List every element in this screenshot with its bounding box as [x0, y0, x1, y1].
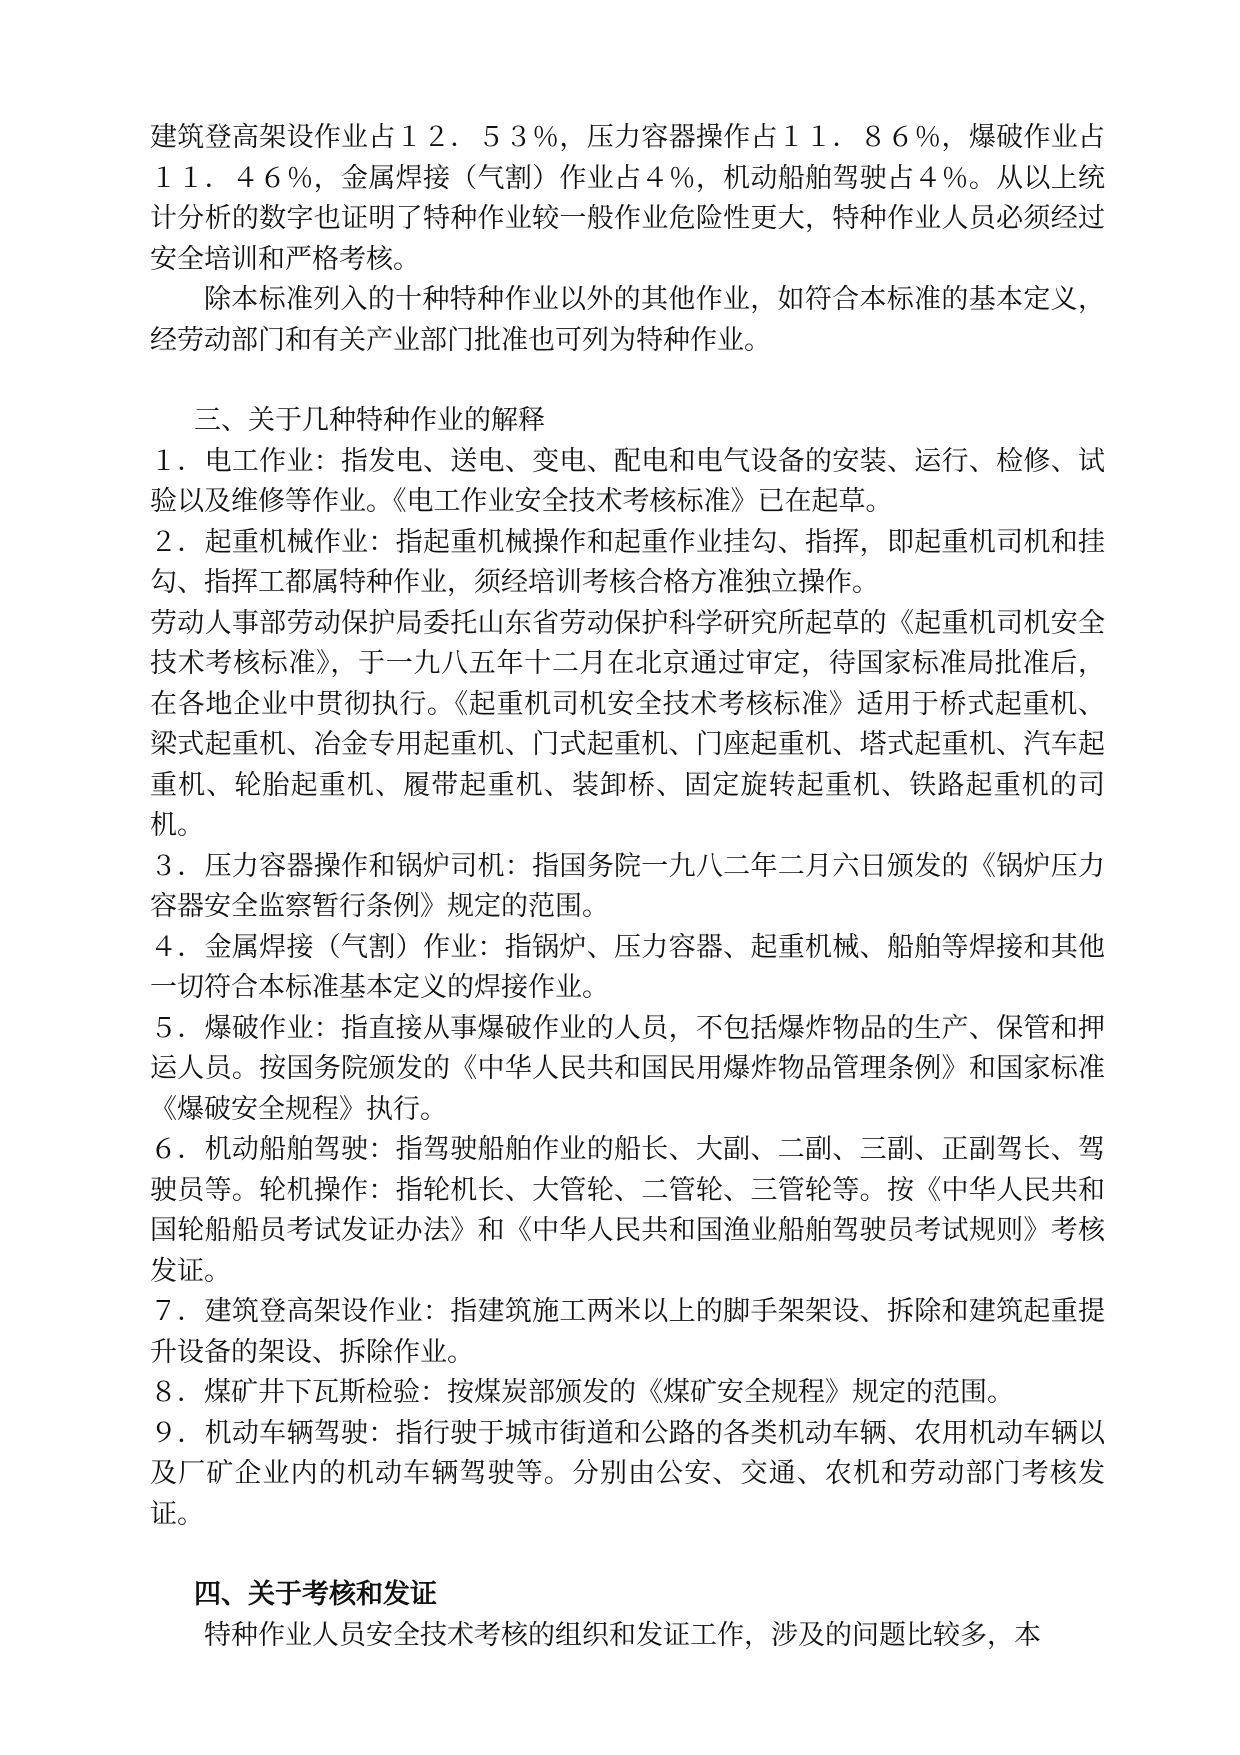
list-item-gas-inspection: ８．煤矿井下瓦斯检验：按煤炭部颁发的《煤矿安全规程》规定的范围。: [150, 1377, 1014, 1408]
list-item-welding: ４．金属焊接（气割）作业：指锅炉、压力容器、起重机械、船舶等焊接和其他一切符合本标准基本定义的焊接作业。: [150, 931, 1105, 1003]
paragraph-other-operations: 除本标准列入的十种特种作业以外的其他作业，如符合本标准的基本定义，经劳动部门和有关产业部门批准也可列为特种作业。: [150, 284, 1105, 356]
list-item-ship-driving: ６．机动船舶驾驶：指驾驶船舶作业的船长、大副、二副、三副、正副驾长、驾驶员等。轮机操作：指轮机长、大管轮、二管轮、三管轮等。按《中华人民共和国轮船船员考试发证办法》和《中华人民共和国渔业船舶驾驶员考试规则》考核发证。: [150, 1134, 1105, 1287]
list-item-blasting: ５．爆破作业：指直接从事爆破作业的人员，不包括爆炸物品的生产、保管和押运人员。按国务院颁发的《中华人民共和国民用爆炸物品管理条例》和国家标准《爆破安全规程》执行。: [150, 1012, 1105, 1125]
list-item-electrician: １．电工作业：指发电、送电、变电、配电和电气设备的安装、运行、检修、试验以及维修等作业。《电工作业安全技术考核标准》已在起草。: [150, 445, 1105, 517]
paragraph-statistics: 建筑登高架设作业占１２．５３％，压力容器操作占１１．８６％，爆破作业占１１．４６％，金属焊接（气割）作业占４％，机动船舶驾驶占４％。从以上统计分析的数字也证明了特种作业较一般作业危险性更大，特种作业人员必须经过安全培训和严格考核。: [150, 122, 1105, 275]
list-item-scaffolding: ７．建筑登高架设作业：指建筑施工两米以上的脚手架架设、拆除和建筑起重提升设备的架设、拆除作业。: [150, 1296, 1105, 1368]
section-heading-4: 四、关于考核和发证: [194, 1579, 437, 1610]
section-heading-3: 三、关于几种特种作业的解释: [194, 405, 545, 436]
list-item-pressure-vessel: ３．压力容器操作和锅炉司机：指国务院一九八二年二月六日颁发的《锅炉压力容器安全监察暂行条例》规定的范围。: [150, 850, 1105, 922]
list-item-crane: ２．起重机械作业：指起重机械操作和起重作业挂勾、指挥，即起重机司机和挂勾、指挥工都属特种作业，须经培训考核合格方准独立操作。: [150, 526, 1105, 598]
list-item-vehicle-driving: ９．机动车辆驾驶：指行驶于城市街道和公路的各类机动车辆、农用机动车辆以及厂矿企业内的机动车辆驾驶等。分别由公安、交通、农机和劳动部门考核发证。: [150, 1417, 1105, 1530]
document-page: [150, 118, 1105, 1656]
paragraph-crane-standard: 劳动人事部劳动保护局委托山东省劳动保护科学研究所起草的《起重机司机安全技术考核标准》，于一九八五年十二月在北京通过审定，待国家标准局批准后，在各地企业中贯彻执行。《起重机司机安全技术考核标准》适用于桥式起重机、梁式起重机、冶金专用起重机、门式起重机、门座起重机、塔式起重机、汽车起重机、轮胎起重机、履带起重机、装卸桥、固定旋转起重机、铁路起重机的司机。: [150, 607, 1105, 841]
paragraph-assessment: 特种作业人员安全技术考核的组织和发证工作，涉及的问题比较多，本: [204, 1619, 1041, 1651]
